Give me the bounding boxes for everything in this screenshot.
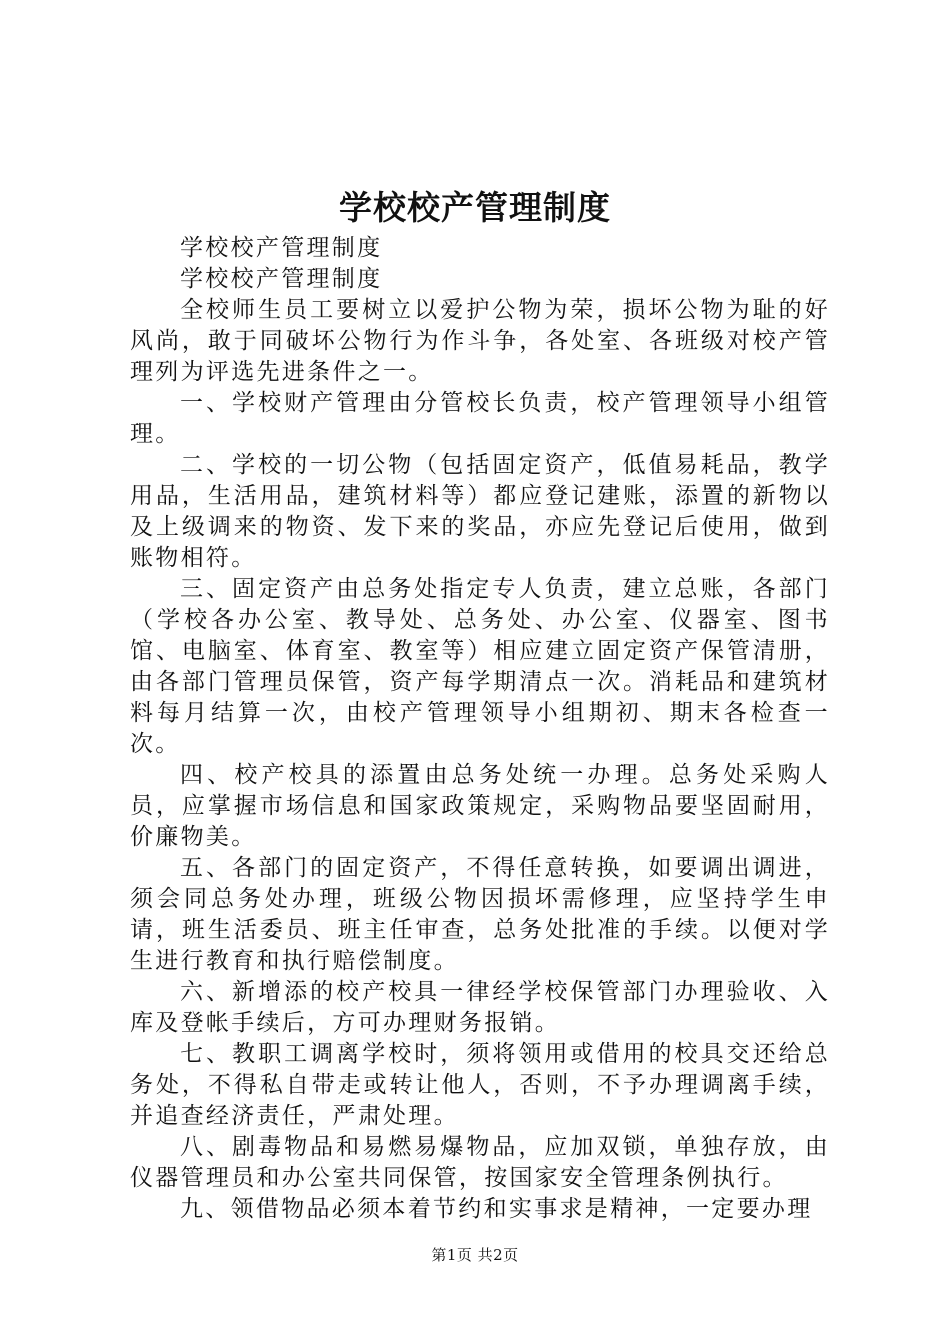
paragraph-rule-2: 二、学校的一切公物（包括固定资产，低值易耗品，教学用品，生活用品，建筑材料等）都应登记建账，添置的新物以及上级调来的物资、发下来的奖品，亦应先登记后使用，做到账物相符。 (130, 452, 830, 571)
document-title: 学校校产管理制度 (339, 188, 611, 227)
paragraph-rule-5: 五、各部门的固定资产，不得任意转换，如要调出调进，须会同总务处办理，班级公物因损坏需修理，应坚持学生申请，班生活委员、班主任审查，总务处批准的手续。以便对学生进行教育和执行赔偿制度。 (130, 855, 830, 974)
page-indicator: 第1页 共2页 (431, 1246, 519, 1264)
paragraph-rule-7: 七、教职工调离学校时，须将领用或借用的校具交还给总务处，不得私自带走或转让他人，否则，不予办理调离手续，并追查经济责任，严肃处理。 (130, 1041, 830, 1129)
paragraph-preamble: 全校师生员工要树立以爱护公物为荣，损坏公物为耻的好风尚，敢于同破坏公物行为作斗争，各处室、各班级对校产管理列为评选先进条件之一。 (130, 297, 830, 385)
paragraph-rule-1: 一、学校财产管理由分管校长负责，校产管理领导小组管理。 (130, 390, 830, 447)
paragraph-rule-6: 六、新增添的校产校具一律经学校保管部门办理验收、入库及登帐手续后，方可办理财务报销。 (130, 979, 830, 1036)
paragraph-subtitle-1: 学校校产管理制度 (180, 235, 383, 261)
document-body (130, 233, 830, 1225)
paragraph-rule-3: 三、固定资产由总务处指定专人负责，建立总账，各部门（学校各办公室、教导处、总务处、办公室、仪器室、图书馆、电脑室、体育室、教室等）相应建立固定资产保管清册，由各部门管理员保管，资产每学期清点一次。消耗品和建筑材料每月结算一次，由校产管理领导小组期初、期末各检查一次。 (130, 576, 830, 757)
paragraph-rule-9: 九、领借物品必须本着节约和实事求是精神，一定要办理 (180, 1196, 813, 1222)
paragraph-rule-4: 四、校产校具的添置由总务处统一办理。总务处采购人员，应掌握市场信息和国家政策规定，采购物品要坚固耐用，价廉物美。 (130, 762, 830, 850)
paragraph-rule-8: 八、剧毒物品和易燃易爆物品，应加双锁，单独存放，由仪器管理员和办公室共同保管，按国家安全管理条例执行。 (130, 1134, 830, 1191)
paragraph-subtitle-2: 学校校产管理制度 (180, 266, 383, 292)
